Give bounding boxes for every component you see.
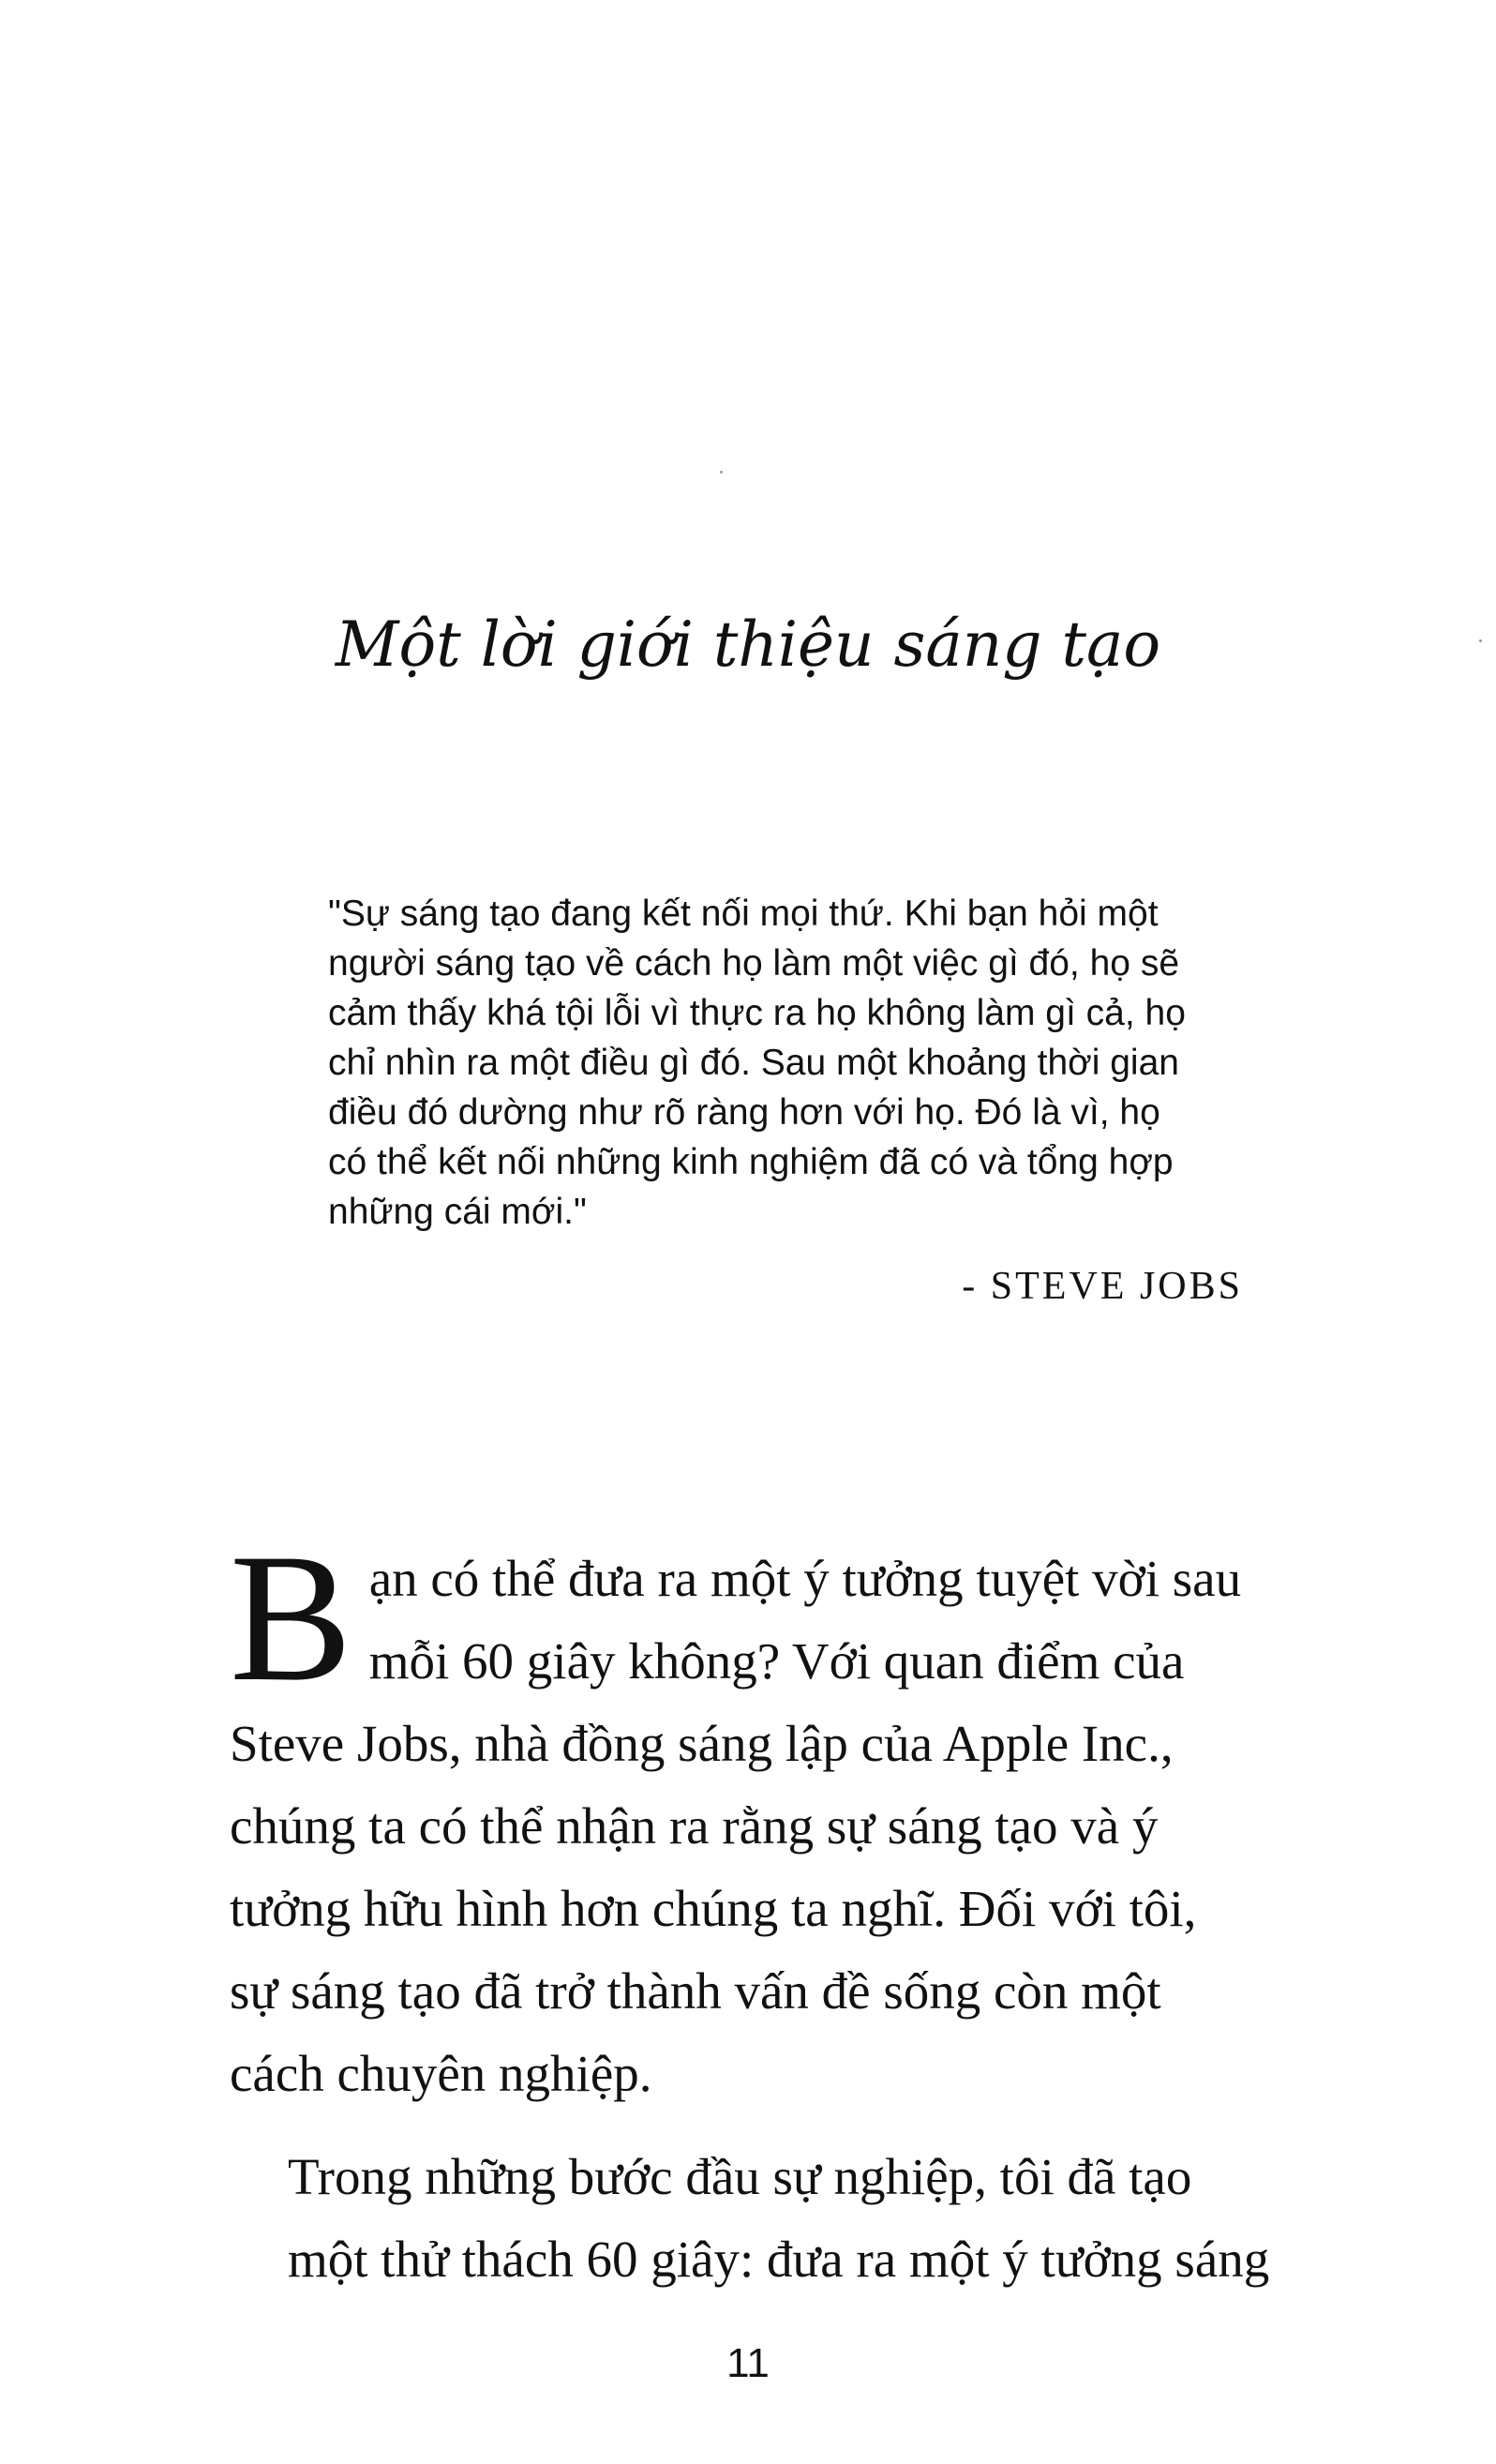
body-line: ạn có thể đưa ra một ý tưởng tuyệt vời sau [368, 1550, 1242, 1607]
epigraph-line: những cái mới." [328, 1192, 587, 1232]
body-line: Trong những bước đầu sự nghiệp, tôi đã tạo [288, 2148, 1192, 2205]
epigraph-line: chỉ nhìn ra một điều gì đó. Sau một khoảng thời gian [328, 1043, 1179, 1083]
body-text [230, 1516, 1345, 2301]
paper-speck [720, 471, 723, 473]
body-line: Steve Jobs, nhà đồng sáng lập của Apple Inc., [230, 1715, 1174, 1772]
body-line: tưởng hữu hình hơn chúng ta nghĩ. Đối với tôi, [230, 1880, 1197, 1937]
page-number: 11 [726, 2340, 770, 2386]
body-line: cách chuyên nghiệp. [230, 2045, 652, 2102]
body-paragraph [230, 1516, 1345, 2115]
epigraph-quote [328, 889, 1256, 1237]
epigraph-line: điều đó dường như rõ ràng hơn với họ. Đó là vì, họ [328, 1092, 1160, 1133]
body-line: sự sáng tạo đã trở thành vấn đề sống còn một [230, 1962, 1161, 2020]
epigraph-line: "Sự sáng tạo đang kết nối mọi thứ. Khi bạn hỏi một [328, 894, 1159, 934]
epigraph-line: cảm thấy khá tội lỗi vì thực ra họ không làm gì cả, họ [328, 993, 1186, 1033]
body-line: chúng ta có thể nhận ra rằng sự sáng tạo và ý [230, 1797, 1159, 1855]
drop-cap: B [230, 1516, 352, 1720]
epigraph-line: người sáng tạo về cách họ làm một việc gì đó, họ sẽ [328, 943, 1180, 984]
body-paragraph [230, 2136, 1345, 2301]
chapter-title: Một lời giới thiệu sáng tạo [335, 608, 1161, 681]
body-line: một thử thách 60 giây: đưa ra một ý tưởng sáng [288, 2231, 1270, 2288]
epigraph-line: có thể kết nối những kinh nghiệm đã có và tổng hợp [328, 1142, 1174, 1182]
quote-attribution: - STEVE JOBS [962, 1265, 1243, 1308]
epigraph-text [328, 889, 1256, 1237]
body-line: mỗi 60 giây không? Với quan điểm của [368, 1632, 1185, 1690]
